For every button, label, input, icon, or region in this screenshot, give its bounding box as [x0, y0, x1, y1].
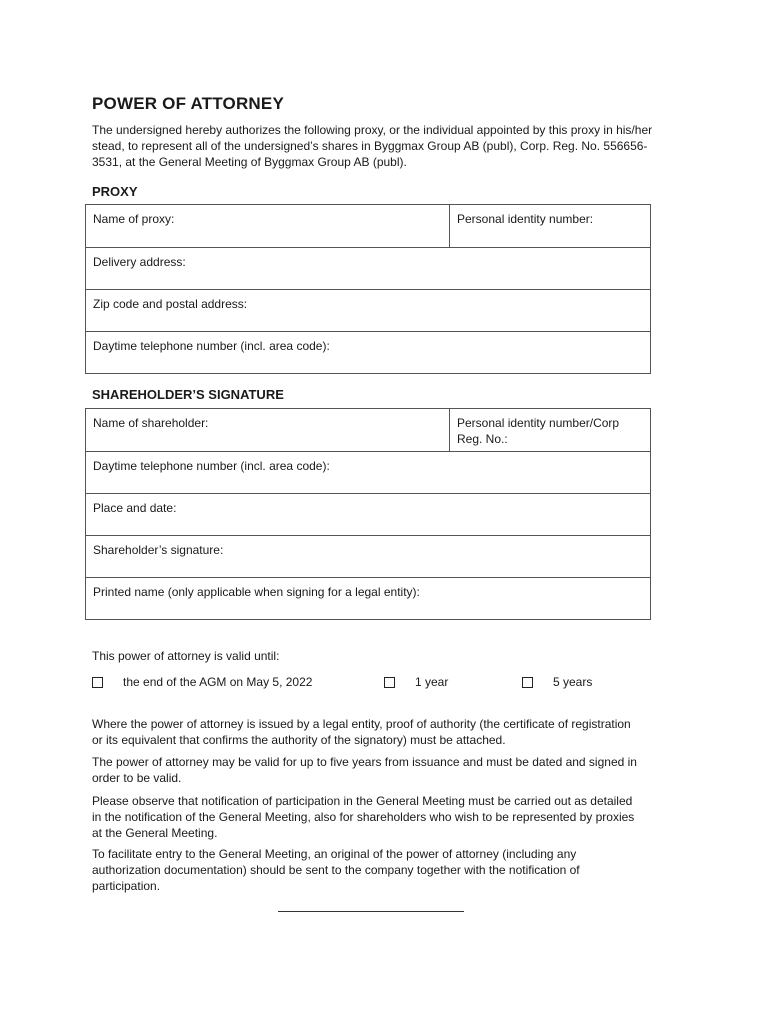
proxy-form [85, 204, 651, 374]
proxy-address-label: Delivery address: [93, 255, 186, 269]
page-title: POWER OF ATTORNEY [92, 94, 284, 113]
signature-label: Shareholder’s signature: [93, 543, 224, 557]
shareholder-row-phone [86, 451, 650, 493]
shareholder-row-signature [86, 535, 650, 577]
proxy-phone-field[interactable] [86, 332, 650, 373]
option-1-year-label: 1 year [415, 675, 449, 689]
validity-option-agm[interactable] [92, 675, 312, 689]
checkbox-agm[interactable] [92, 677, 103, 688]
note-notification: Please observe that notification of participation in the General Meeting must be carried out as detailed in the notification of the General Meeting, also for shareholders who wish to be represented by proxies at the General Meeting. [92, 794, 635, 840]
proxy-heading: PROXY [92, 184, 138, 199]
shareholder-form [85, 408, 651, 620]
shareholder-id-label: Personal identity number/Corp Reg. No.: [457, 416, 620, 446]
option-agm-label: the end of the AGM on May 5, 2022 [123, 675, 313, 689]
printed-name-label: Printed name (only applicable when signing for a legal entity): [93, 585, 420, 599]
proxy-id-field[interactable] [450, 205, 650, 247]
shareholder-id-field[interactable] [450, 409, 650, 451]
shareholder-row-place [86, 493, 650, 535]
intro-paragraph: The undersigned hereby authorizes the following proxy, or the individual appointed by this proxy in his/her stead, to represent all of the undersigned’s shares in Byggmax Group AB (publ), Corp. Reg. No. 556656-3531, at the General Meeting of Byggmax Group AB (publ). [92, 123, 653, 169]
checkbox-5-years[interactable] [522, 677, 533, 688]
validity-option-5-years[interactable] [522, 675, 592, 689]
proxy-row-name [86, 205, 650, 247]
shareholder-phone-label: Daytime telephone number (incl. area code): [93, 459, 330, 473]
validity-option-1-year[interactable] [384, 675, 448, 689]
shareholder-name-label: Name of shareholder: [93, 416, 209, 430]
proxy-name-field[interactable] [86, 205, 450, 247]
printed-name-field[interactable] [86, 578, 650, 619]
proxy-id-label: Personal identity number: [457, 212, 594, 226]
proxy-row-zip [86, 289, 650, 331]
note-legal-entity: Where the power of attorney is issued by a legal entity, proof of authority (the certificate of registration or its equivalent that confirms the authority of the signatory) must be attached. [92, 717, 631, 747]
proxy-name-label: Name of proxy: [93, 212, 175, 226]
proxy-row-phone [86, 331, 650, 373]
place-date-label: Place and date: [93, 501, 177, 515]
note-original: To facilitate entry to the General Meeting, an original of the power of attorney (including any authorization documentation) should be sent to the company together with the notification of participation. [92, 847, 580, 893]
shareholder-row-printed [86, 577, 650, 619]
option-5-years-label: 5 years [553, 675, 593, 689]
proxy-zip-field[interactable] [86, 290, 650, 331]
shareholder-row-name [86, 409, 650, 451]
validity-label: This power of attorney is valid until: [92, 649, 280, 663]
signature-divider [278, 911, 464, 912]
signature-field[interactable] [86, 536, 650, 577]
proxy-zip-label: Zip code and postal address: [93, 297, 248, 311]
place-date-field[interactable] [86, 494, 650, 535]
proxy-phone-label: Daytime telephone number (incl. area code): [93, 339, 330, 353]
shareholder-phone-field[interactable] [86, 452, 650, 493]
proxy-address-field[interactable] [86, 248, 650, 289]
note-validity-period: The power of attorney may be valid for up to five years from issuance and must be dated and signed in order to be valid. [92, 755, 637, 785]
shareholder-heading: SHAREHOLDER’S SIGNATURE [92, 387, 284, 402]
shareholder-name-field[interactable] [86, 409, 450, 451]
proxy-row-address [86, 247, 650, 289]
checkbox-1-year[interactable] [384, 677, 395, 688]
